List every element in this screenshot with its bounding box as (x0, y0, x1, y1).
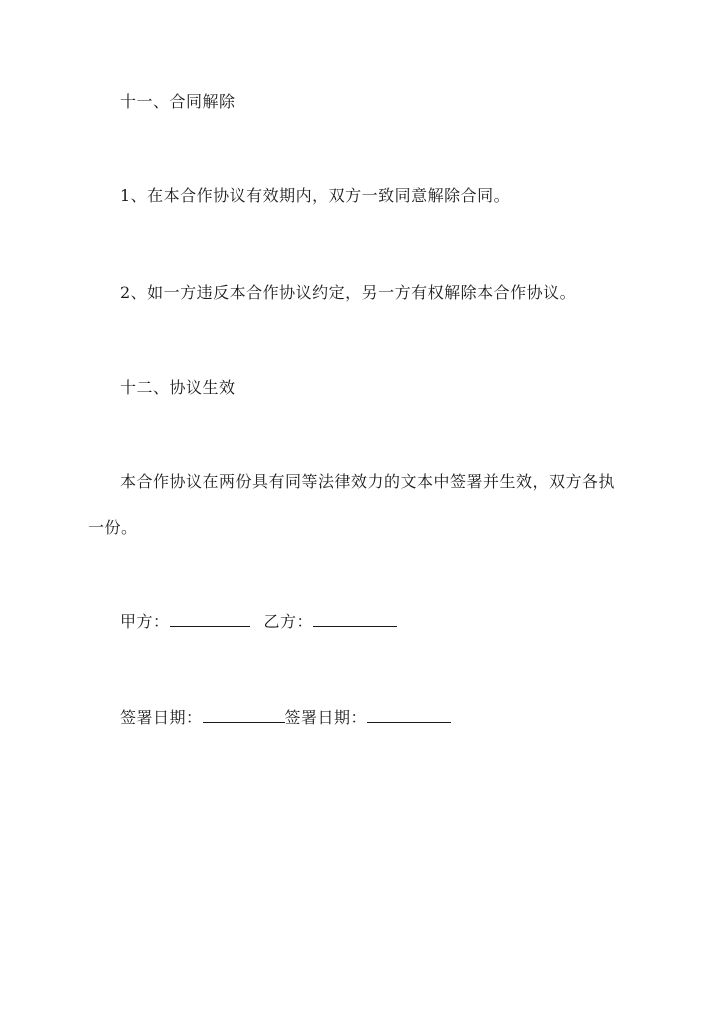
date-b-blank (367, 708, 451, 723)
date-a-blank (203, 708, 285, 723)
date-a-label: 签署日期： (120, 708, 203, 727)
party-signature-row (120, 612, 397, 632)
date-b-label: 签署日期： (284, 708, 368, 727)
section-12-body-line-1: 本合作协议在两份具有同等法律效力的文本中签署并生效，双方各执 (120, 472, 616, 491)
party-b-label: 乙方： (263, 612, 314, 631)
section-12-body-line-2: 一份。 (88, 518, 138, 537)
section-12-title: 十二、协议生效 (120, 378, 236, 397)
date-signature-row (120, 708, 451, 728)
section-11-item-1: 1、在本合作协议有效期内，双方一致同意解除合同。 (120, 186, 511, 205)
section-11-item-2: 2、如一方违反本合作协议约定，另一方有权解除本合作协议。 (120, 283, 577, 302)
party-a-label: 甲方： (120, 612, 170, 631)
party-a-signature-blank (170, 612, 250, 627)
party-b-signature-blank (313, 612, 397, 627)
section-11-title: 十一、合同解除 (120, 92, 236, 111)
